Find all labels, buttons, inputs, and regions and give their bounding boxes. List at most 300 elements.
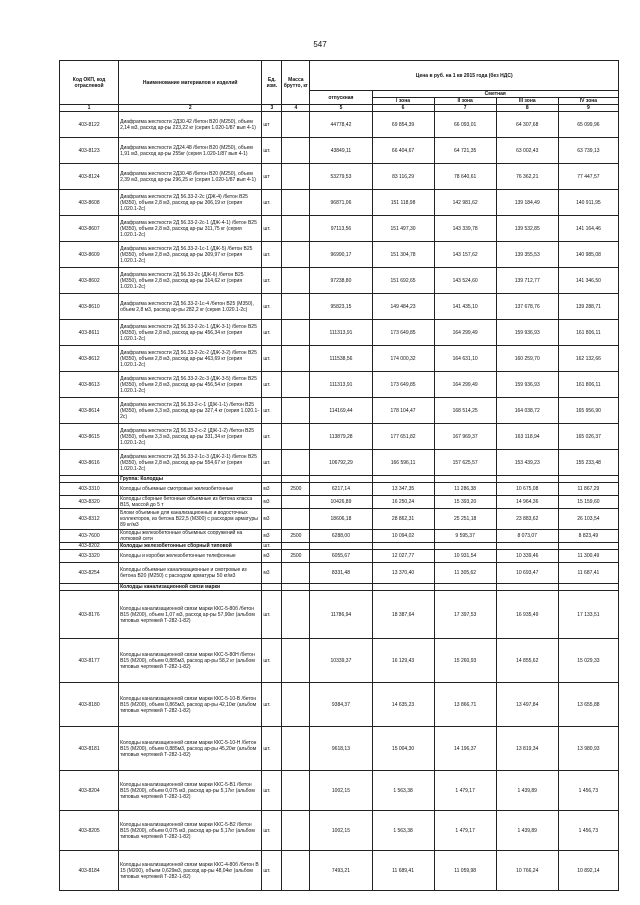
row-unit: шт. [262, 242, 282, 268]
column-number: 7 [434, 105, 496, 112]
row-zone-3-price: 13 819,34 [496, 727, 558, 771]
table-row [60, 268, 619, 294]
row-zone-1-price: 173 649,85 [372, 372, 434, 398]
row-name: Диафрагма жесткости 2Д24.48 /бетон В20 (М250), объем 1,91 м3, расход ар-ры 255кг (серия 1.020-1/87 вып 4-1) [119, 138, 262, 164]
row-name: Колодцы объемные смотровые железобетонные [119, 483, 262, 496]
empty-cell [434, 543, 496, 550]
row-unit: шт. [262, 138, 282, 164]
row-zone-3-price: 16 935,49 [496, 591, 558, 639]
row-zone-2-price: 17 397,53 [434, 591, 496, 639]
row-mass [282, 771, 310, 811]
row-release-price: 6288,00 [310, 530, 372, 543]
row-unit [262, 476, 282, 483]
table-row [60, 851, 619, 891]
row-zone-1-price: 177 651,82 [372, 424, 434, 450]
row-release-price: 10426,89 [310, 496, 372, 509]
row-code: 403-8610 [60, 294, 119, 320]
row-zone-1-price: 13 370,40 [372, 563, 434, 584]
row-zone-2-price: 13 866,71 [434, 683, 496, 727]
row-mass [282, 727, 310, 771]
row-zone-3-price: 10 675,08 [496, 483, 558, 496]
row-name: Блоки объемные для канализационных и водосточных коллекторов, из бетона В22,5 (М300) с расходом арматуры 89 кг/м3 [119, 509, 262, 530]
row-zone-1-price: 151 118,98 [372, 190, 434, 216]
table-body [60, 112, 619, 891]
row-name: Колодцы и коробки железобетонные телефонные [119, 550, 262, 563]
row-zone-2-price: 164 631,10 [434, 346, 496, 372]
row-code: 403-8184 [60, 851, 119, 891]
row-mass [282, 268, 310, 294]
table-row [60, 771, 619, 811]
row-code: 403-8312 [60, 509, 119, 530]
row-zone-3-price: 159 936,93 [496, 320, 558, 346]
row-release-price: 106792,29 [310, 450, 372, 476]
row-mass [282, 190, 310, 216]
row-mass [282, 683, 310, 727]
row-zone-1-price: 83 116,29 [372, 164, 434, 190]
empty-cell [282, 476, 310, 483]
row-code: 403-3320 [60, 550, 119, 563]
row-name: Диафрагма жесткости 2Д 56.33-2-2с-1 (ДЖ-3-1) /бетон В25 (М350), объем 2,8 м3, расход ар-ры 456,34 кг (серия 1.020.1-2с) [119, 320, 262, 346]
table-row [60, 398, 619, 424]
row-zone-3-price: 63 002,43 [496, 138, 558, 164]
row-name: Колодцы канализационной связи марки ККС-5-В2 /бетон В15 (М200), объем 0,075 м3, расход ар-ры 5,17кг (альбом типовых чертежей Т-282-1-82) [119, 811, 262, 851]
row-unit: м3 [262, 483, 282, 496]
row-name: Диафрагма жесткости 2Д30.48 /бетон В20 (М250), объем 2,39 м3, расход ар-ры 296,25 кг (серия 1.020-1/87 вып 4-1) [119, 164, 262, 190]
row-code: 403-8602 [60, 268, 119, 294]
row-unit: шт. [262, 450, 282, 476]
row-unit: шт. [262, 811, 282, 851]
row-name: Диафрагма жесткости 2Д 56.33-2-1с-4 /бетон В25 (М350), объем 2,8 м3, расход ар-ры 282,2 кг (серия 1.020.1-2с) [119, 294, 262, 320]
row-zone-3-price: 10 693,47 [496, 563, 558, 584]
row-code: 403-8320 [60, 496, 119, 509]
row-unit: шт [262, 164, 282, 190]
table-row [60, 216, 619, 242]
row-zone-2-price: 167 969,37 [434, 424, 496, 450]
row-release-price: 113879,28 [310, 424, 372, 450]
column-number: 5 [310, 105, 372, 112]
row-zone-4-price: 11 687,41 [558, 563, 618, 584]
row-unit: шт. [262, 727, 282, 771]
table-row [60, 138, 619, 164]
header-code: Код ОКП, код отраслевой [60, 61, 119, 105]
header-zone-3: III зона [496, 98, 558, 105]
row-zone-4-price: 65 099,96 [558, 112, 618, 138]
table-row [60, 320, 619, 346]
row-code: 403-7600 [60, 530, 119, 543]
row-zone-3-price: 137 678,76 [496, 294, 558, 320]
column-number: 3 [262, 105, 282, 112]
row-zone-2-price: 143 524,60 [434, 268, 496, 294]
row-zone-3-price: 64 307,68 [496, 112, 558, 138]
row-zone-4-price: 13 980,93 [558, 727, 618, 771]
row-zone-3-price: 139 184,49 [496, 190, 558, 216]
row-zone-3-price: 10 766,24 [496, 851, 558, 891]
row-unit: м3 [262, 550, 282, 563]
row-release-price: 43849,11 [310, 138, 372, 164]
row-code: 403-8181 [60, 727, 119, 771]
table-row [60, 483, 619, 496]
row-zone-4-price: 140 911,95 [558, 190, 618, 216]
row-name: Колодцы канализационной связи марки ККС-4-80б /бетон В 15 (М200), объем 0,629м3, расход ар-ры 48,04кг (альбом типовых чертежей Т-282-1-82) [119, 851, 262, 891]
column-number: 8 [496, 105, 558, 112]
row-zone-1-price: 1 563,38 [372, 811, 434, 851]
row-code: 403-8202 [60, 543, 119, 550]
row-release-price: 11786,94 [310, 591, 372, 639]
row-zone-4-price: 15 159,60 [558, 496, 618, 509]
row-name: Диафрагма жесткости 2Д 56.33-2-1с-3 (ДЖ-2-1) /бетон В25 (М350), объем 2,8 м3, расход ар-ры 554,67 кг (серия 1.020.1-2с) [119, 450, 262, 476]
row-code: 403-8613 [60, 372, 119, 398]
row-zone-1-price: 13 347,35 [372, 483, 434, 496]
row-zone-3-price: 14 855,62 [496, 639, 558, 683]
row-unit [262, 584, 282, 591]
row-zone-1-price: 69 854,39 [372, 112, 434, 138]
row-zone-2-price: 164 299,49 [434, 320, 496, 346]
row-zone-3-price: 164 038,72 [496, 398, 558, 424]
row-zone-4-price: 1 456,73 [558, 771, 618, 811]
row-zone-4-price: 140 985,08 [558, 242, 618, 268]
price-table [59, 60, 619, 891]
column-number: 1 [60, 105, 119, 112]
empty-cell [282, 584, 310, 591]
row-unit: шт. [262, 320, 282, 346]
group-title: Колодцы канализационной связи марки [119, 584, 262, 591]
table-row [60, 509, 619, 530]
header-zone-2: II зона [434, 98, 496, 105]
row-name: Диафрагма жесткости 2Д 56.33-2-2с-1 (ДЖ-4-1) /бетон В25 (М350), объем 2,8 м3, расход ар-ры 311,75 кг (серия 1.020.1-2с) [119, 216, 262, 242]
row-zone-4-price: 1 456,73 [558, 811, 618, 851]
row-zone-1-price: 11 689,41 [372, 851, 434, 891]
row-zone-1-price: 151 692,65 [372, 268, 434, 294]
row-release-price: 10339,37 [310, 639, 372, 683]
table-row [60, 294, 619, 320]
table-row [60, 496, 619, 509]
row-mass [282, 450, 310, 476]
row-unit: м3 [262, 509, 282, 530]
row-name: Диафрагма жесткости 2Д 56.33-2-2с-2 (ДЖ-3-2) /бетон В25 (М350), объем 2,8 м3, расход ар-ры 463,69 кг (серия 1.020.1-2с) [119, 346, 262, 372]
row-zone-2-price: 11 305,62 [434, 563, 496, 584]
table-row [60, 683, 619, 727]
row-zone-2-price: 78 640,61 [434, 164, 496, 190]
row-zone-1-price: 66 404,67 [372, 138, 434, 164]
row-zone-4-price: 13 655,88 [558, 683, 618, 727]
row-code: 403-8180 [60, 683, 119, 727]
table-row [60, 450, 619, 476]
row-zone-1-price: 149 484,23 [372, 294, 434, 320]
row-zone-2-price: 11 059,98 [434, 851, 496, 891]
row-unit: м3 [262, 496, 282, 509]
empty-cell [282, 543, 310, 550]
table-row [60, 164, 619, 190]
row-release-price: 96990,17 [310, 242, 372, 268]
table-row [60, 242, 619, 268]
row-code: 403-8612 [60, 346, 119, 372]
row-name: Диафрагма жесткости 2Д 56.33-2-с-1 (ДЖ-1-1) /бетон В25 (М350), объем 3,3 м3, расход ар-ры 327,4 кг (серия 1.020.1-2с) [119, 398, 262, 424]
row-mass [282, 346, 310, 372]
row-unit: шт. [262, 771, 282, 811]
header-mass: Масса брутто, кг [282, 61, 310, 105]
row-zone-4-price: 77 447,57 [558, 164, 618, 190]
row-mass [282, 112, 310, 138]
row-zone-4-price: 26 103,54 [558, 509, 618, 530]
empty-cell [558, 584, 618, 591]
row-code: 403-8123 [60, 138, 119, 164]
column-number: 4 [282, 105, 310, 112]
row-code: 403-8254 [60, 563, 119, 584]
row-zone-3-price: 163 118,94 [496, 424, 558, 450]
row-release-price: 8331,48 [310, 563, 372, 584]
row-code: 403-8607 [60, 216, 119, 242]
table-row [60, 112, 619, 138]
row-code: 403-8609 [60, 242, 119, 268]
row-name: Колодцы канализационной связи марки ККС-5-80Н /бетон В15 (М200), объем 0,885м3, расход ар-ры 58,2 кг (альбом типовых чертежей Т-282-1-82) [119, 639, 262, 683]
row-name: Колодцы объемные канализационные и смотровые из бетона В20 (М250) с расходом арматуры 50 кг/м3 [119, 563, 262, 584]
table-row [60, 563, 619, 584]
header-zone-4: IV зона [558, 98, 618, 105]
row-unit: шт. [262, 398, 282, 424]
row-release-price: 97238,80 [310, 268, 372, 294]
row-release-price: 7493,21 [310, 851, 372, 891]
row-mass: 2500 [282, 483, 310, 496]
row-name: Колодцы канализационной связи марки ККС-5-10-Н /бетон В15 (М200), объем 0,885м3, расход ар-ры 45,20кг (альбом типовых чертежей Т-282-1-82) [119, 727, 262, 771]
table-row [60, 372, 619, 398]
empty-cell [434, 476, 496, 483]
empty-cell [496, 543, 558, 550]
row-mass [282, 509, 310, 530]
row-unit: шт. [262, 346, 282, 372]
group-row [60, 476, 619, 483]
header-name: Наименование материалов и изделий [119, 61, 262, 105]
row-release-price: 1002,15 [310, 771, 372, 811]
row-mass: 2500 [282, 530, 310, 543]
row-mass [282, 639, 310, 683]
row-unit: шт. [262, 294, 282, 320]
row-code: 403-8124 [60, 164, 119, 190]
row-zone-3-price: 139 532,85 [496, 216, 558, 242]
row-zone-4-price: 11 300,49 [558, 550, 618, 563]
table-row [60, 424, 619, 450]
row-zone-4-price: 165 026,37 [558, 424, 618, 450]
row-zone-4-price: 10 892,14 [558, 851, 618, 891]
row-zone-3-price: 13 497,84 [496, 683, 558, 727]
row-release-price: 111538,56 [310, 346, 372, 372]
empty-cell [310, 543, 372, 550]
row-mass [282, 242, 310, 268]
row-name: Диафрагма жесткости 2Д 56.33-2-с-2 (ДЖ-1-2) /бетон В25 (М350), объем 3,3 м3, расход ар-ры 331,34 кг (серия 1.020.1-2с) [119, 424, 262, 450]
row-zone-3-price: 1 439,89 [496, 771, 558, 811]
group-row [60, 584, 619, 591]
row-unit: м3 [262, 530, 282, 543]
empty-cell [372, 584, 434, 591]
empty-cell [496, 584, 558, 591]
row-unit: шт [262, 112, 282, 138]
row-zone-2-price: 142 981,62 [434, 190, 496, 216]
row-code: 403-8205 [60, 811, 119, 851]
row-zone-4-price: 161 806,11 [558, 320, 618, 346]
row-zone-4-price: 17 133,51 [558, 591, 618, 639]
row-zone-2-price: 164 299,49 [434, 372, 496, 398]
row-release-price: 44778,42 [310, 112, 372, 138]
row-release-price: 6055,67 [310, 550, 372, 563]
header-price-group: Цена в руб. на 1 кв 2015 года (без НДС) [310, 61, 619, 91]
row-zone-2-price: 11 286,38 [434, 483, 496, 496]
column-number: 9 [558, 105, 618, 112]
table-row [60, 811, 619, 851]
row-zone-2-price: 168 514,25 [434, 398, 496, 424]
table-row [60, 190, 619, 216]
row-mass [282, 496, 310, 509]
row-mass [282, 216, 310, 242]
row-name: Колодцы железобетонные объемных сооружений на лотковой сети [119, 530, 262, 543]
row-mass [282, 424, 310, 450]
row-zone-2-price: 66 093,01 [434, 112, 496, 138]
row-code: 403-8204 [60, 771, 119, 811]
row-release-price: 97113,56 [310, 216, 372, 242]
row-mass [282, 811, 310, 851]
row-unit: шт. [262, 851, 282, 891]
row-code: 403-8122 [60, 112, 119, 138]
row-zone-3-price: 1 439,89 [496, 811, 558, 851]
row-zone-3-price: 8 073,07 [496, 530, 558, 543]
empty-cell [372, 543, 434, 550]
row-zone-4-price: 15 029,33 [558, 639, 618, 683]
row-release-price: 18606,18 [310, 509, 372, 530]
row-unit: шт. [262, 543, 282, 550]
row-zone-1-price: 15 004,30 [372, 727, 434, 771]
row-zone-3-price: 14 964,36 [496, 496, 558, 509]
empty-cell [372, 476, 434, 483]
row-unit: шт. [262, 591, 282, 639]
row-zone-1-price: 12 027,77 [372, 550, 434, 563]
row-zone-2-price: 14 196,37 [434, 727, 496, 771]
column-number: 6 [372, 105, 434, 112]
row-zone-3-price: 76 362,21 [496, 164, 558, 190]
row-code: 403-8615 [60, 424, 119, 450]
row-name: Колодцы канализационной связи марки ККС-5-80б /бетон В15 (М200), объем 1,07 м3, расход ар-ры 57,90кг (альбом типовых чертежей Т-282-1-82) [119, 591, 262, 639]
row-code [60, 584, 119, 591]
row-zone-4-price: 162 132,66 [558, 346, 618, 372]
row-code: 403-8616 [60, 450, 119, 476]
row-name: Диафрагма жесткости 2Д30.42 /бетон В20 (М250), объем 2,14 м3, расход ар-ры 223,22 кг (серия 1.020-1/87 вып 4-1) [119, 112, 262, 138]
row-zone-3-price: 159 936,93 [496, 372, 558, 398]
group-title: Колодцы железобетонные сборный типовой [119, 543, 262, 550]
row-release-price: 114169,44 [310, 398, 372, 424]
row-zone-3-price: 153 439,23 [496, 450, 558, 476]
column-number: 2 [119, 105, 262, 112]
group-row [60, 543, 619, 550]
row-code: 403-8176 [60, 591, 119, 639]
row-unit: шт. [262, 372, 282, 398]
row-name: Диафрагма жесткости 2Д 56.33-2-2с (ДЖ-4) /бетон В25 (М350), объем 2,8 м3, расход ар-ры 306,19 кг (серия 1.020.1-2с) [119, 190, 262, 216]
empty-cell [310, 476, 372, 483]
row-release-price: 96871,06 [310, 190, 372, 216]
row-zone-4-price: 161 806,11 [558, 372, 618, 398]
header-zone-1: I зона [372, 98, 434, 105]
row-release-price: 95823,15 [310, 294, 372, 320]
row-zone-1-price: 16 250,24 [372, 496, 434, 509]
row-zone-3-price: 139 712,77 [496, 268, 558, 294]
table-row [60, 639, 619, 683]
row-unit: шт. [262, 190, 282, 216]
row-mass [282, 320, 310, 346]
row-zone-2-price: 9 595,37 [434, 530, 496, 543]
row-code: 403-8177 [60, 639, 119, 683]
table-row [60, 550, 619, 563]
row-mass [282, 372, 310, 398]
row-unit: шт. [262, 683, 282, 727]
row-release-price: 111313,91 [310, 372, 372, 398]
row-zone-2-price: 25 251,18 [434, 509, 496, 530]
row-zone-1-price: 173 649,85 [372, 320, 434, 346]
row-zone-4-price: 165 956,90 [558, 398, 618, 424]
table-row [60, 346, 619, 372]
row-unit: шт. [262, 216, 282, 242]
empty-cell [310, 584, 372, 591]
table-row [60, 727, 619, 771]
row-zone-2-price: 15 260,93 [434, 639, 496, 683]
row-code: 403-8608 [60, 190, 119, 216]
row-zone-1-price: 10 094,02 [372, 530, 434, 543]
row-zone-1-price: 151 304,78 [372, 242, 434, 268]
row-name: Диафрагма жесткости 2Д 56.33-2-1с-1 (ДЖ-5) /бетон В25 (М350), объем 2,8 м3, расход ар-ры 309,97 кг (серия 1.020.1-2с) [119, 242, 262, 268]
row-mass [282, 164, 310, 190]
row-zone-3-price: 10 339,46 [496, 550, 558, 563]
row-zone-1-price: 166 596,11 [372, 450, 434, 476]
row-zone-4-price: 155 233,48 [558, 450, 618, 476]
row-zone-4-price: 139 288,71 [558, 294, 618, 320]
empty-cell [496, 476, 558, 483]
row-mass [282, 591, 310, 639]
empty-cell [558, 476, 618, 483]
row-unit: шт. [262, 268, 282, 294]
empty-cell [558, 543, 618, 550]
row-name: Диафрагма жесткости 2Д 56.33-2-2с-3 (ДЖ-3-5) /бетон В25 (М350), объем 2,8 м3, расход ар-ры 456,54 кг (серия 1.020.1-2с) [119, 372, 262, 398]
empty-cell [434, 584, 496, 591]
row-zone-2-price: 157 625,57 [434, 450, 496, 476]
row-zone-2-price: 64 721,35 [434, 138, 496, 164]
row-zone-4-price: 8 823,49 [558, 530, 618, 543]
row-name: Диафрагма жесткости 2Д 56.33-2с (ДЖ-6) /бетон В25 (М350), объем 2,8 м3, расход ар-ры 314,62 кг (серия 1.020.1-2с) [119, 268, 262, 294]
row-zone-1-price: 174 000,32 [372, 346, 434, 372]
row-name: Колодцы канализационной связи марки ККС-5-В1 /бетон В15 (М200), объем 0,075 м3, расход ар-ры 5,17кг (альбом типовых чертежей Т-282-1-82) [119, 771, 262, 811]
row-code [60, 476, 119, 483]
column-number-row [60, 105, 619, 112]
row-code: 403-8614 [60, 398, 119, 424]
row-mass [282, 294, 310, 320]
row-release-price: 111313,91 [310, 320, 372, 346]
row-zone-2-price: 143 157,62 [434, 242, 496, 268]
header-estimate: Сметная [372, 91, 619, 98]
table-row [60, 591, 619, 639]
row-name: Колодцы канализационной связи марки ККС-5-10-В /бетон В15 (М200), объем 0,865м3, расход ар-ры 42,10кг (альбом типовых чертежей Т-282-1-82) [119, 683, 262, 727]
row-zone-1-price: 14 635,23 [372, 683, 434, 727]
row-zone-2-price: 1 479,17 [434, 811, 496, 851]
row-unit: шт. [262, 424, 282, 450]
row-zone-3-price: 23 883,62 [496, 509, 558, 530]
row-release-price: 9618,13 [310, 727, 372, 771]
header-release: отпускная [310, 91, 372, 105]
header-unit: Ед. изм. [262, 61, 282, 105]
row-zone-1-price: 28 862,31 [372, 509, 434, 530]
row-zone-1-price: 151 497,30 [372, 216, 434, 242]
row-release-price: 53279,53 [310, 164, 372, 190]
row-zone-1-price: 1 563,38 [372, 771, 434, 811]
row-mass [282, 563, 310, 584]
row-unit: шт. [262, 639, 282, 683]
table-row [60, 530, 619, 543]
row-zone-4-price: 11 867,29 [558, 483, 618, 496]
row-zone-2-price: 1 479,17 [434, 771, 496, 811]
row-name: Колодцы сборные бетонные объемные из бетона класса В15, массой до 5 т [119, 496, 262, 509]
